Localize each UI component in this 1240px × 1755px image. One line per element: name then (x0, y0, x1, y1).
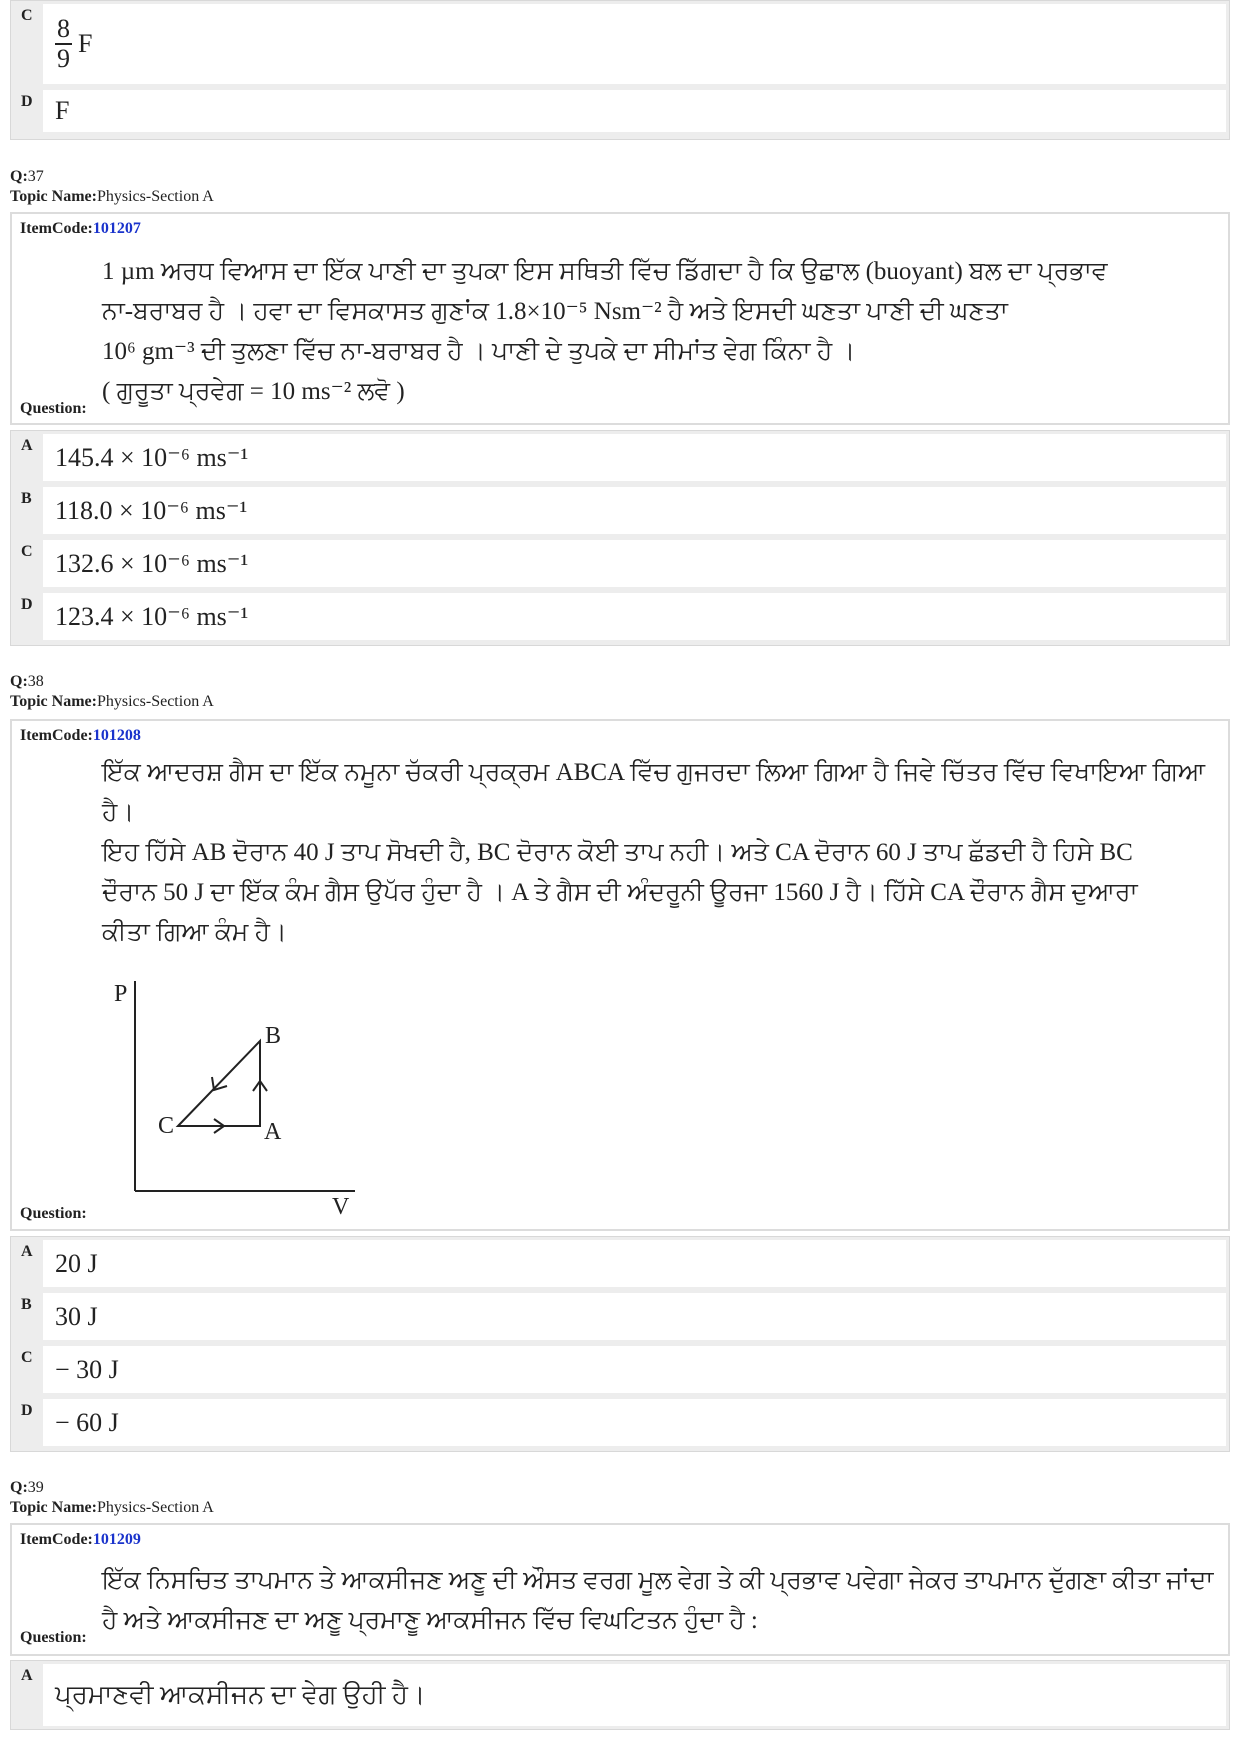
option-letter: A (21, 1243, 33, 1260)
fraction-numerator: 8 (57, 14, 70, 43)
itemcode-value: 101209 (92, 1531, 141, 1548)
itemcode-value: 101208 (92, 727, 141, 744)
question-number-line (10, 672, 214, 692)
question-line: ਕੀਤਾ ਗਿਆ ਕੰਮ ਹੈ। (102, 919, 287, 946)
option-text: F (78, 29, 93, 58)
topic-line (10, 1498, 214, 1518)
itemcode-label: ItemCode: (20, 1531, 93, 1548)
option-row-b[interactable] (11, 484, 1229, 537)
question-line: ਨਾ-ਬਰਾਬਰ ਹੈ । ਹਵਾ ਦਾ ਵਿਸਕਾਸਤ ਗੁਣਾਂਕ 1.8×10⁻⁵ Nsm⁻² ਹੈ ਅਤੇ ਇਸਦੀ ਘਣਤਾ ਪਾਣੀ ਦੀ ਘਣਤਾ (102, 298, 1008, 325)
diagram-cycle (178, 1041, 260, 1126)
options-table (10, 430, 1230, 646)
topic-label: Topic Name: (10, 188, 97, 205)
fraction (55, 15, 72, 73)
question-number-line (10, 167, 214, 187)
option-text: F (55, 96, 70, 125)
option-row-c[interactable] (11, 1, 1229, 87)
topic-name: Physics-Section A (96, 1499, 214, 1516)
option-row-d[interactable] (11, 87, 1229, 135)
question-box (10, 212, 1230, 425)
question-text (102, 1561, 1216, 1641)
itemcode-label: ItemCode: (20, 220, 93, 237)
question-number: 37 (27, 168, 44, 185)
option-cell[interactable] (43, 4, 1226, 84)
option-cell[interactable]: 132.6 × 10⁻⁶ ms⁻¹ (43, 540, 1226, 587)
question-number: 38 (27, 673, 44, 690)
option-cell[interactable] (43, 90, 1226, 132)
option-row-a[interactable] (11, 431, 1229, 484)
question-line: ਇੱਕ ਨਿਸਚਿਤ ਤਾਪਮਾਨ ਤੇ ਆਕਸੀਜਣ ਅਣੂ ਦੀ ਔਸਤ ਵਰਗ ਮੂਲ ਵੇਗ ਤੇ ਕੀ ਪ੍ਰਭਾਵ ਪਵੇਗਾ ਜੇਕਰ ਤਾਪਮਾਨ ਦੁੱਗਣਾ ਕੀਤਾ ਜਾਂਦਾ (102, 1567, 1214, 1594)
option-letter: D (21, 93, 33, 110)
option-cell[interactable]: − 30 J (43, 1346, 1226, 1393)
options-table (10, 1236, 1230, 1452)
option-cell[interactable]: 123.4 × 10⁻⁶ ms⁻¹ (43, 593, 1226, 640)
question-label: Q: (10, 673, 28, 690)
option-letter: C (21, 543, 33, 560)
question-box (10, 1523, 1230, 1656)
option-letter: B (21, 490, 32, 507)
itemcode-value: 101207 (92, 220, 141, 237)
pv-diagram (102, 969, 382, 1219)
question-header (10, 167, 214, 207)
option-cell[interactable]: 30 J (43, 1293, 1226, 1340)
option-letter: D (21, 596, 33, 613)
option-cell[interactable]: 118.0 × 10⁻⁶ ms⁻¹ (43, 487, 1226, 534)
question-number: 39 (27, 1479, 44, 1496)
question-line: ਹੈ ਅਤੇ ਆਕਸੀਜਣ ਦਾ ਅਣੂ ਪ੍ਰਮਾਣੂ ਆਕਸੀਜਨ ਵਿੱਚ ਵਿਘਟਿਤਨ ਹੁੰਦਾ ਹੈ : (102, 1607, 758, 1634)
option-letter: D (21, 1402, 33, 1419)
topic-name: Physics-Section A (96, 693, 214, 710)
options-table (10, 1660, 1230, 1730)
option-row-c[interactable] (11, 537, 1229, 590)
option-row-b[interactable] (11, 1290, 1229, 1343)
question-label: Q: (10, 168, 28, 185)
question-line: ( ਗੁਰੂਤਾ ਪ੍ਰਵੇਗ = 10 ms⁻² ਲਵੋ ) (102, 378, 405, 405)
option-row-a[interactable] (11, 1237, 1229, 1290)
question-header (10, 672, 214, 712)
topic-label: Topic Name: (10, 693, 97, 710)
option-row-d[interactable] (11, 590, 1229, 643)
question-line: 10⁶ gm⁻³ ਦੀ ਤੁਲਣਾ ਵਿੱਚ ਨਾ-ਬਰਾਬਰ ਹੈ । ਪਾਣੀ ਦੇ ਤੁਪਕੇ ਦਾ ਸੀਮਾਂਤ ਵੇਗ ਕਿੰਨਾ ਹੈ । (102, 338, 856, 365)
topic-line (10, 692, 214, 712)
diagram-axis-y-label: P (114, 981, 128, 1007)
option-letter: C (21, 7, 33, 24)
option-cell[interactable]: − 60 J (43, 1399, 1226, 1446)
question-label: Question: (20, 400, 87, 417)
question-label: Question: (20, 1205, 87, 1222)
diagram-point-c: C (158, 1113, 175, 1139)
itemcode-label: ItemCode: (20, 727, 93, 744)
diagram-point-a: A (264, 1119, 282, 1145)
question-number-line (10, 1478, 214, 1498)
question-line: ਇੱਕ ਆਦਰਸ਼ ਗੈਸ ਦਾ ਇੱਕ ਨਮੂਨਾ ਚੱਕਰੀ ਪ੍ਰਕ੍ਰਮ ABCA ਵਿੱਚ ਗੁਜਰਦਾ ਲਿਆ ਗਿਆ ਹੈ ਜਿਵੇ ਚਿੱਤਰ ਵਿੱਚ ਵਿਖਾਇਆ ਗਿਆ (102, 759, 1206, 786)
itemcode (20, 220, 141, 238)
option-cell[interactable]: ਪ੍ਰਮਾਣਵੀ ਆਕਸੀਜਨ ਦਾ ਵੇਗ ਉਹੀ ਹੈ। (43, 1664, 1226, 1726)
question-line: ਹੈ। (102, 799, 135, 826)
question-header (10, 1478, 214, 1518)
option-letter: A (21, 1667, 33, 1684)
option-row-a[interactable] (11, 1661, 1229, 1729)
option-cell[interactable]: 20 J (43, 1240, 1226, 1287)
option-row-d[interactable] (11, 1396, 1229, 1449)
question-line: ਇਹ ਹਿੱਸੇ AB ਦੋਰਾਨ 40 J ਤਾਪ ਸੋਖਦੀ ਹੈ, BC ਦੋਰਾਨ ਕੋਈ ਤਾਪ ਨਹੀ। ਅਤੇ CA ਦੋਰਾਨ 60 J ਤਾਪ ਛੱਡਦੀ ਹੈ ਹਿਸੇ BC (102, 839, 1133, 866)
topic-name: Physics-Section A (96, 188, 214, 205)
itemcode (20, 1531, 141, 1549)
itemcode (20, 727, 141, 745)
topic-label: Topic Name: (10, 1499, 97, 1516)
diagram-point-b: B (265, 1023, 282, 1049)
topic-line (10, 187, 214, 207)
prev-options-table (10, 0, 1230, 140)
question-label: Question: (20, 1629, 87, 1646)
diagram-axis-x-label: V (332, 1194, 350, 1219)
question-text (102, 753, 1216, 953)
question-label: Q: (10, 1479, 28, 1496)
question-line: ਦੌਰਾਨ 50 J ਦਾ ਇੱਕ ਕੰਮ ਗੈਸ ਉਪੱਰ ਹੁੰਦਾ ਹੈ । A ਤੇ ਗੈਸ ਦੀ ਅੰਦਰੂਨੀ ਊਰਜਾ 1560 J ਹੈ। ਹਿੱਸੇ CA ਦੌਰਾਨ ਗੈਸ ਦੁਆਰਾ (102, 879, 1138, 906)
option-letter: A (21, 437, 33, 454)
option-letter: B (21, 1296, 32, 1313)
question-box (10, 719, 1230, 1231)
fraction-denominator: 9 (57, 44, 70, 73)
option-cell[interactable]: 145.4 × 10⁻⁶ ms⁻¹ (43, 434, 1226, 481)
option-row-c[interactable] (11, 1343, 1229, 1396)
question-line: 1 µm ਅਰਧ ਵਿਆਸ ਦਾ ਇੱਕ ਪਾਣੀ ਦਾ ਤੁਪਕਾ ਇਸ ਸਥਿਤੀ ਵਿੱਚ ਡਿੱਗਦਾ ਹੈ ਕਿ ਉਛਾਲ (buoyant) ਬਲ ਦਾ ਪ੍ਰਭਾਵ (102, 258, 1108, 285)
option-letter: C (21, 1349, 33, 1366)
question-text (102, 252, 1216, 412)
